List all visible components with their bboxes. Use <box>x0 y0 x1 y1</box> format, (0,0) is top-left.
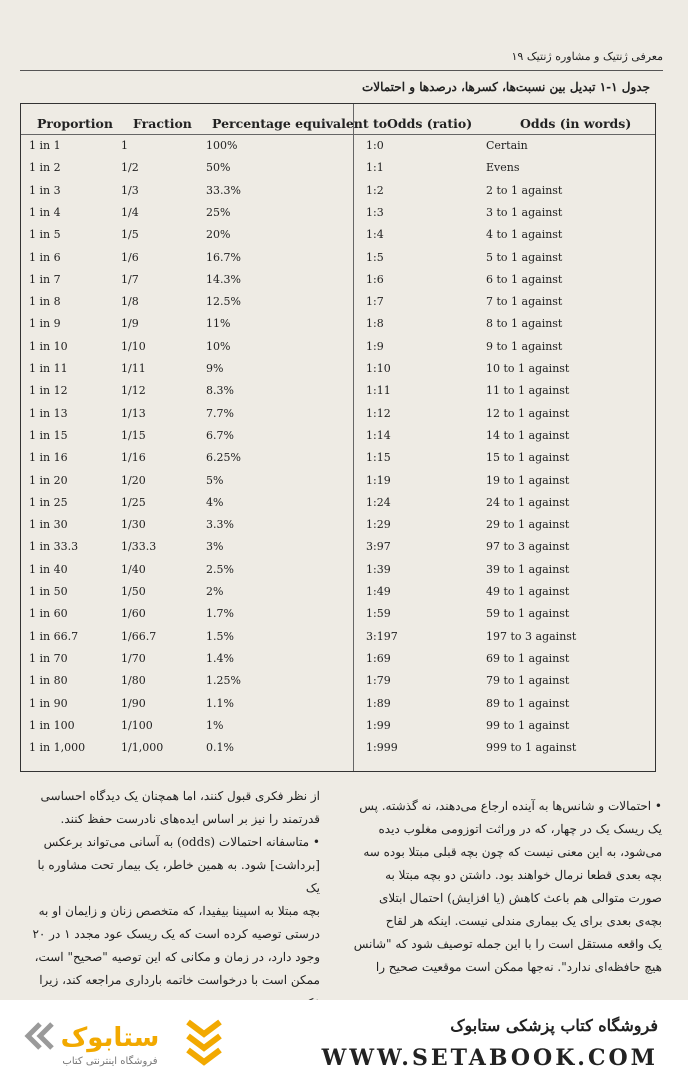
text-line: صورت متوالی هم باعث کاهش (یا افزایش) احتمال ابتلای <box>378 891 662 905</box>
table-cell: 1 in 33.3 <box>29 540 79 554</box>
table-cell: 89 to 1 against <box>486 696 570 710</box>
table-row <box>21 405 655 427</box>
table-row <box>21 583 655 605</box>
text-line: یک ریسک یک در چهار، که در وراثت اتوزومی مغلوب دیده <box>378 822 662 836</box>
table-cell: 79 to 1 against <box>486 674 570 688</box>
table-cell: 1 in 12 <box>29 384 68 398</box>
table-cell: 6 to 1 against <box>486 272 563 286</box>
table-cell: 1:79 <box>366 674 391 688</box>
table-row <box>21 360 655 382</box>
table-cell: 1 in 6 <box>29 250 61 264</box>
table-cell: 1:69 <box>366 651 391 665</box>
text-line: • احتمالات و شانس‌ها به آینده ارجاع می‌دهند، نه گذشته. پس <box>359 799 662 813</box>
table-row <box>21 472 655 494</box>
table-row <box>21 293 655 315</box>
svg-text:ستابوک: ستابوک <box>60 1023 160 1053</box>
column-header-proportion: Proportion <box>37 116 113 131</box>
table-cell: 6.7% <box>206 428 234 442</box>
column-header-percentage: Percentage equivalent to <box>212 116 388 131</box>
conversion-table <box>20 103 656 772</box>
table-cell: 4% <box>206 495 224 509</box>
table-cell: 1:39 <box>366 562 391 576</box>
table-cell: 1/25 <box>121 495 146 509</box>
table-cell: 39 to 1 against <box>486 562 570 576</box>
table-cell: 100% <box>206 139 238 152</box>
header-rule <box>21 134 655 135</box>
column-header-fraction: Fraction <box>133 116 192 131</box>
table-cell: 4 to 1 against <box>486 228 563 242</box>
text-line: می‌شود، به این معنی نیست که چون بچه قبلی مبتلا بوده سه <box>363 845 662 859</box>
table-cell: 1 in 25 <box>29 495 68 509</box>
text-line: از نظر فکری قبول کنند، اما همچنان یک دیدگاه احساسی <box>40 789 320 803</box>
table-cell: 1:15 <box>366 451 391 465</box>
table-cell: 2 to 1 against <box>486 183 563 197</box>
page-header <box>20 50 663 71</box>
table-cell: 1.1% <box>206 696 234 710</box>
table-cell: 1/16 <box>121 451 146 465</box>
table-cell: 1 in 8 <box>29 295 61 309</box>
table-row <box>21 182 655 204</box>
table-cell: 10% <box>206 339 231 353</box>
table-cell: 14 to 1 against <box>486 428 570 442</box>
table-cell: 3.3% <box>206 518 234 532</box>
table-cell: 1/33.3 <box>121 540 157 554</box>
table-cell: 1/8 <box>121 295 139 309</box>
table-cell: 1/40 <box>121 562 146 576</box>
table-cell: 16.7% <box>206 250 241 264</box>
table-cell: 1/5 <box>121 228 139 242</box>
table-cell: 1 in 80 <box>29 674 68 688</box>
table-row <box>21 271 655 293</box>
text-line: قدرتمند را نیز بر اساس ایده‌های نادرست حفظ کنند. <box>60 812 320 826</box>
table-cell: 1/9 <box>121 317 139 331</box>
page-title: معرفی ژنتیک و مشاوره ژنتیک ۱۹ <box>511 50 663 63</box>
text-line: بچه مبتلا به اسپینا بیفیدا، که متخصص زنان و زایمان او به <box>38 904 320 918</box>
table-cell: 8.3% <box>206 384 234 398</box>
table-row <box>21 137 655 159</box>
brand-name: فروشگاه کتاب پزشکی ستابوک <box>450 1016 658 1035</box>
column-header-odds-ratio: Odds (ratio) <box>387 116 473 131</box>
table-cell: 1 in 70 <box>29 651 68 665</box>
table-caption: جدول ۱-۱ تبدیل بین نسبت‌ها، کسرها، درصدها و احتمالات <box>361 80 650 94</box>
setabook-logo <box>20 1010 240 1070</box>
table-cell: 19 to 1 against <box>486 473 570 487</box>
logo-subtitle: فروشگاه اینترنتی کتاب <box>62 1056 158 1067</box>
table-row <box>21 717 655 739</box>
table-cell: 25% <box>206 205 231 219</box>
table-cell: 1.5% <box>206 629 234 643</box>
table-cell: 1 in 11 <box>29 362 68 375</box>
table-row <box>21 739 655 761</box>
table-cell: Evens <box>486 161 520 175</box>
table-cell: 1 in 4 <box>29 205 61 219</box>
table-cell: 1 in 10 <box>29 339 68 353</box>
table-cell: 3% <box>206 540 224 554</box>
table-cell: 97 to 3 against <box>486 540 570 554</box>
table-cell: 14.3% <box>206 272 241 286</box>
table-cell: 1/90 <box>121 696 146 710</box>
table-cell: 1/13 <box>121 406 146 420</box>
table-cell: 1/10 <box>121 339 146 353</box>
table-cell: 1 in 13 <box>29 406 68 420</box>
table-row <box>21 338 655 360</box>
table-row <box>21 516 655 538</box>
table-cell: 1/20 <box>121 473 146 487</box>
table-cell: 1 in 1,000 <box>29 741 86 755</box>
table-cell: 1:0 <box>366 139 384 152</box>
table-cell: 1.4% <box>206 651 234 665</box>
table-cell: 1:10 <box>366 362 391 375</box>
table-cell: 1 in 15 <box>29 428 68 442</box>
table-cell: 1 in 16 <box>29 451 68 465</box>
table-cell: 1 in 20 <box>29 473 68 487</box>
table-row <box>21 561 655 583</box>
table-cell: 1:29 <box>366 518 391 532</box>
table-cell: 1:9 <box>366 339 384 353</box>
table-cell: 0.1% <box>206 741 234 755</box>
table-cell: 197 to 3 against <box>486 629 577 643</box>
table-cell: 1:24 <box>366 495 391 509</box>
table-cell: 1:3 <box>366 205 384 219</box>
table-cell: 1/1,000 <box>121 741 164 755</box>
table-cell: 1/4 <box>121 205 139 219</box>
table-cell: 1/50 <box>121 585 146 598</box>
table-cell: 7.7% <box>206 406 234 420</box>
table-row <box>21 449 655 471</box>
table-cell: 1/2 <box>121 161 139 175</box>
text-line: • متاسفانه احتمالات (odds) به آسانی می‌تواند برعکس <box>43 835 320 849</box>
table-row <box>21 226 655 248</box>
table-cell: 5 to 1 against <box>486 250 563 264</box>
text-line: [برداشت] شود. به همین خاطر، یک بیمار تحت مشاوره با یک <box>37 858 320 895</box>
table-cell: 1:12 <box>366 406 391 420</box>
table-cell: 33.3% <box>206 183 241 197</box>
table-cell: Certain <box>486 139 528 152</box>
table-cell: 99 to 1 against <box>486 718 570 732</box>
table-cell: 6.25% <box>206 451 241 465</box>
table-cell: 1/7 <box>121 272 139 286</box>
table-row <box>21 538 655 560</box>
text-line: ممکن است با درخواست خاتمه بارداری مراجعه کند، زیرا <box>39 973 320 987</box>
table-cell: 1 in 90 <box>29 696 68 710</box>
table-row <box>21 605 655 627</box>
table-cell: 9% <box>206 362 224 375</box>
table-cell: 1 in 60 <box>29 607 68 621</box>
table-row <box>21 628 655 650</box>
table-cell: 29 to 1 against <box>486 518 570 532</box>
table-cell: 2% <box>206 585 224 598</box>
store-banner <box>0 1000 688 1079</box>
text-line: یک واقعه مستقل است را با این جمله توصیف شود که "شانس <box>353 937 662 951</box>
table-cell: 1% <box>206 718 224 732</box>
table-row <box>21 159 655 181</box>
table-row <box>21 695 655 717</box>
table-cell: 15 to 1 against <box>486 451 570 465</box>
table-cell: 1 in 7 <box>29 272 61 286</box>
table-cell: 1/80 <box>121 674 146 688</box>
table-row <box>21 204 655 226</box>
table-row <box>21 315 655 337</box>
table-cell: 5% <box>206 473 224 487</box>
table-cell: 69 to 1 against <box>486 651 570 665</box>
text-line: وجود دارد، در زمان و مکانی که این توصیه "صحیح" است، <box>34 950 320 964</box>
table-cell: 9 to 1 against <box>486 339 563 353</box>
table-row <box>21 672 655 694</box>
table-row <box>21 650 655 672</box>
table-row <box>21 494 655 516</box>
table-cell: 1 in 50 <box>29 585 68 598</box>
table-cell: 1:8 <box>366 317 384 331</box>
column-header-odds-words: Odds (in words) <box>520 116 632 131</box>
table-row <box>21 382 655 404</box>
text-line: بچه‌ی بعدی برای یک بیماری مندلی نیست. اینکه هر لقاح <box>385 914 662 928</box>
table-cell: 1/70 <box>121 651 146 665</box>
text-line: بچه بعدی قطعا نرمال خواهند بود. داشتن دو بچه مبتلا به <box>385 868 662 882</box>
table-cell: 3 to 1 against <box>486 205 563 219</box>
table-cell: 1 in 9 <box>29 317 61 331</box>
table-cell: 2.5% <box>206 562 234 576</box>
table-cell: 999 to 1 against <box>486 741 577 755</box>
table-cell: 8 to 1 against <box>486 317 563 331</box>
table-cell: 1 <box>121 139 128 152</box>
table-cell: 11 to 1 against <box>486 384 570 398</box>
table-cell: 1 in 2 <box>29 161 61 175</box>
table-cell: 1 in 40 <box>29 562 68 576</box>
table-cell: 1 in 3 <box>29 183 61 197</box>
table-cell: 1/30 <box>121 518 146 532</box>
table-cell: 1/11 <box>121 362 146 375</box>
table-cell: 1/15 <box>121 428 146 442</box>
table-cell: 1:5 <box>366 250 384 264</box>
table-cell: 1/3 <box>121 183 139 197</box>
table-cell: 1 in 30 <box>29 518 68 532</box>
table-cell: 10 to 1 against <box>486 362 570 375</box>
table-cell: 24 to 1 against <box>486 495 570 509</box>
table-cell: 1/66.7 <box>121 629 157 643</box>
table-cell: 3:197 <box>366 629 398 643</box>
table-cell: 1:7 <box>366 295 384 309</box>
table-row <box>21 249 655 271</box>
table-cell: 1:2 <box>366 183 384 197</box>
table-cell: 1:59 <box>366 607 391 621</box>
table-cell: 1:1 <box>366 161 384 175</box>
table-cell: 1 in 5 <box>29 228 61 242</box>
table-cell: 59 to 1 against <box>486 607 570 621</box>
table-cell: 12.5% <box>206 295 241 309</box>
table-cell: 20% <box>206 228 231 242</box>
table-row <box>21 427 655 449</box>
table-cell: 1:999 <box>366 741 398 755</box>
table-cell: 1/60 <box>121 607 146 621</box>
brand-website: WWW.SETABOOK.COM <box>321 1045 658 1071</box>
table-cell: 1:99 <box>366 718 391 732</box>
table-cell: 50% <box>206 161 231 175</box>
table-cell: 1:6 <box>366 272 384 286</box>
table-cell: 1 in 100 <box>29 718 75 732</box>
table-cell: 3:97 <box>366 540 391 554</box>
text-line: درستی توصیه کرده است که یک ریسک عود مجدد ۱ در ۲۰ <box>32 927 320 941</box>
table-cell: 7 to 1 against <box>486 295 563 309</box>
table-cell: 1:14 <box>366 428 391 442</box>
table-cell: 1:49 <box>366 585 391 598</box>
text-line: هیچ حافظه‌ای ندارد". نه‌جها ممکن است موقعیت صحیح را <box>375 960 662 974</box>
table-cell: 1:4 <box>366 228 384 242</box>
table-cell: 1.25% <box>206 674 241 688</box>
table-cell: 12 to 1 against <box>486 406 570 420</box>
table-cell: 11% <box>206 317 231 331</box>
table-cell: 1 in 66.7 <box>29 629 79 643</box>
table-cell: 1/12 <box>121 384 146 398</box>
table-cell: 1:89 <box>366 696 391 710</box>
table-cell: 1:11 <box>366 384 391 398</box>
table-cell: 1:19 <box>366 473 391 487</box>
table-cell: 1 in 1 <box>29 139 61 152</box>
table-cell: 1/100 <box>121 718 153 732</box>
table-cell: 1/6 <box>121 250 139 264</box>
table-cell: 49 to 1 against <box>486 585 570 598</box>
table-cell: 1.7% <box>206 607 234 621</box>
